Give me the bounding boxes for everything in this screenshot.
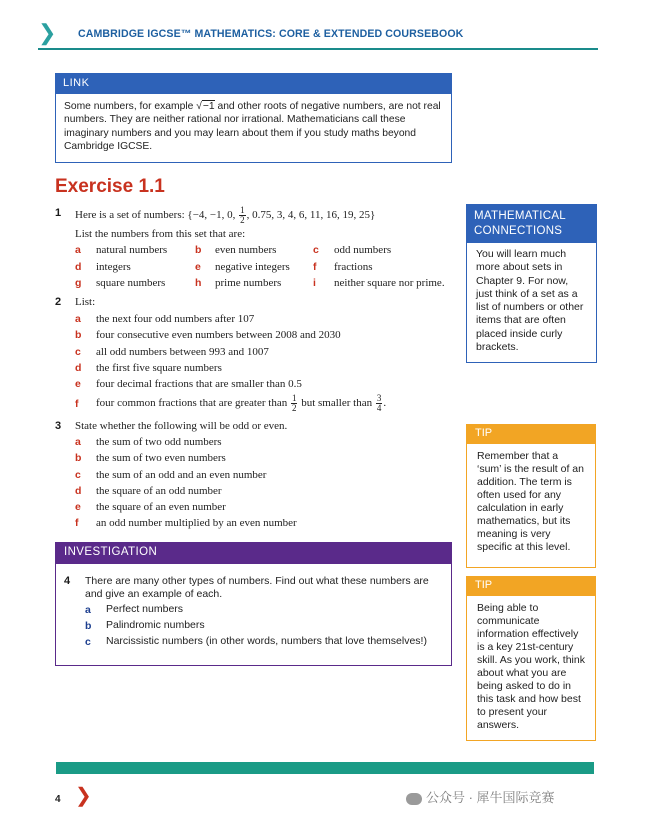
fraction <box>291 394 298 413</box>
tip-box <box>466 424 596 568</box>
part-letter: i <box>313 277 316 289</box>
part-text: the next four odd numbers after 107 <box>96 313 255 325</box>
link-text-before: Some numbers, for example <box>64 101 197 112</box>
part-text: the square of an even number <box>96 501 226 513</box>
part-text: the sum of two odd numbers <box>96 436 222 448</box>
q1-instruction: List the numbers from this set that are: <box>75 228 246 240</box>
part-letter: d <box>75 362 82 374</box>
part-letter: a <box>75 244 81 256</box>
q3-stem: State whether the following will be odd or even. <box>75 420 288 432</box>
footer-bar <box>56 762 594 774</box>
math-connections-title-line2: CONNECTIONS <box>474 225 563 237</box>
investigation-title: INVESTIGATION <box>56 543 451 564</box>
part-letter: d <box>75 261 82 273</box>
part-letter: a <box>75 313 81 325</box>
tip-title: TIP <box>467 577 595 596</box>
math-connections-title <box>467 205 596 243</box>
link-box-text <box>56 94 451 160</box>
fraction <box>376 394 383 413</box>
part-text: Narcissistic numbers (in other words, numbers that love themselves!) <box>106 635 427 647</box>
part-letter: d <box>75 485 82 497</box>
fraction-numerator: 1 <box>291 393 297 403</box>
part-letter: e <box>75 501 81 513</box>
watermark-text: 公众号 · 犀牛国际竞赛 <box>426 790 555 805</box>
page-number: 4 <box>55 794 61 805</box>
question-number: 3 <box>55 420 62 432</box>
watermark <box>406 787 555 806</box>
math-connections-box <box>466 204 597 363</box>
q2f-text-after: . <box>383 397 387 410</box>
part-letter: c <box>75 469 81 481</box>
q1-stem-before: Here is a set of numbers: {−4, −1, 0, <box>75 209 239 222</box>
part-letter: c <box>85 636 91 648</box>
fraction-numerator: 1 <box>240 205 245 215</box>
part-text: natural numbers <box>96 244 168 256</box>
fraction <box>239 206 246 225</box>
math-connections-text: You will learn much more about sets in Chapter 9. For now, just think of a set as a list of numbers or other items that are often placed inside curly brackets. <box>476 248 584 354</box>
part-text: negative integers <box>215 261 290 273</box>
part-text: fractions <box>334 261 373 273</box>
part-letter: b <box>85 620 92 632</box>
q2-stem: List: <box>75 296 96 308</box>
link-box-title: LINK <box>56 74 451 94</box>
book-title: CAMBRIDGE IGCSE™ MATHEMATICS: CORE & EXTENDED COURSEBOOK <box>78 28 464 40</box>
fraction-denominator: 2 <box>240 215 245 225</box>
part-letter: f <box>75 517 79 529</box>
chevron-right-icon: ❯ <box>38 20 57 45</box>
sqrt-arg: −1 <box>202 101 215 112</box>
tip-title: TIP <box>467 425 595 444</box>
q2f-text-before: four common fractions that are greater than <box>96 397 290 410</box>
tip-box <box>466 576 596 741</box>
q2f-text <box>96 394 386 413</box>
part-letter: b <box>75 329 82 341</box>
fraction-denominator: 2 <box>291 403 297 413</box>
part-text: even numbers <box>215 244 277 256</box>
math-connections-title-line1: MATHEMATICAL <box>474 210 566 222</box>
wechat-icon <box>406 793 422 805</box>
part-letter: a <box>85 604 91 616</box>
part-text: integers <box>96 261 131 273</box>
part-letter: c <box>313 244 319 256</box>
page-header <box>38 22 598 50</box>
part-text: Palindromic numbers <box>106 619 205 631</box>
link-text-after: and other roots of negative numbers, are not real numbers. They are neither rational nor irrational. Mathematicians call these imaginary numbers and you may learn about them if you study maths beyond Cambridge IGCSE. <box>64 101 441 153</box>
q1-stem-after: , 0.75, 3, 4, 6, 11, 16, 19, 25} <box>246 209 376 222</box>
part-letter: c <box>75 346 81 358</box>
part-letter: b <box>75 452 82 464</box>
fraction-denominator: 4 <box>376 403 382 413</box>
part-text: the first five square numbers <box>96 362 222 374</box>
part-text: four decimal fractions that are smaller than 0.5 <box>96 378 302 390</box>
part-letter: a <box>75 436 81 448</box>
part-text: the square of an odd number <box>96 485 222 497</box>
investigation-stem-line2: and give an example of each. <box>85 588 223 600</box>
q2f-text-mid: but smaller than <box>298 397 375 410</box>
part-letter: f <box>75 398 79 410</box>
question-number: 1 <box>55 207 62 219</box>
part-text: the sum of an odd and an even number <box>96 469 267 481</box>
part-text: odd numbers <box>334 244 392 256</box>
chevron-right-icon: ❯ <box>75 785 92 807</box>
part-text: Perfect numbers <box>106 603 184 615</box>
part-text: neither square nor prime. <box>334 277 445 289</box>
part-letter: e <box>195 261 201 273</box>
q1-stem <box>75 206 375 225</box>
tip-text: Remember that a ‘sum’ is the result of an addition. The term is often used for any calculation in early mathematics, but its meaning is very specific at this level. <box>477 450 584 553</box>
part-letter: g <box>75 277 82 289</box>
part-letter: e <box>75 378 81 390</box>
part-text: all odd numbers between 993 and 1007 <box>96 346 269 358</box>
fraction-numerator: 3 <box>376 393 382 403</box>
exercise-title: Exercise 1.1 <box>55 176 165 197</box>
investigation-stem-line1: There are many other types of numbers. Find out what these numbers are <box>85 575 429 587</box>
part-text: prime numbers <box>215 277 282 289</box>
part-letter: f <box>313 261 317 273</box>
part-text: an odd number multiplied by an even number <box>96 517 297 529</box>
link-box <box>55 73 452 163</box>
part-text: the sum of two even numbers <box>96 452 226 464</box>
part-text: four consecutive even numbers between 2008 and 2030 <box>96 329 341 341</box>
sqrt-symbol: √ <box>196 101 202 112</box>
part-text: square numbers <box>96 277 166 289</box>
question-number: 2 <box>55 296 62 308</box>
tip-text: Being able to communicate information effectively is a key 21st-century skill. As you work, think about what you are being asked to do in this task and how best to present your answers. <box>477 602 585 731</box>
question-number: 4 <box>64 575 71 587</box>
part-letter: h <box>195 277 202 289</box>
part-letter: b <box>195 244 202 256</box>
